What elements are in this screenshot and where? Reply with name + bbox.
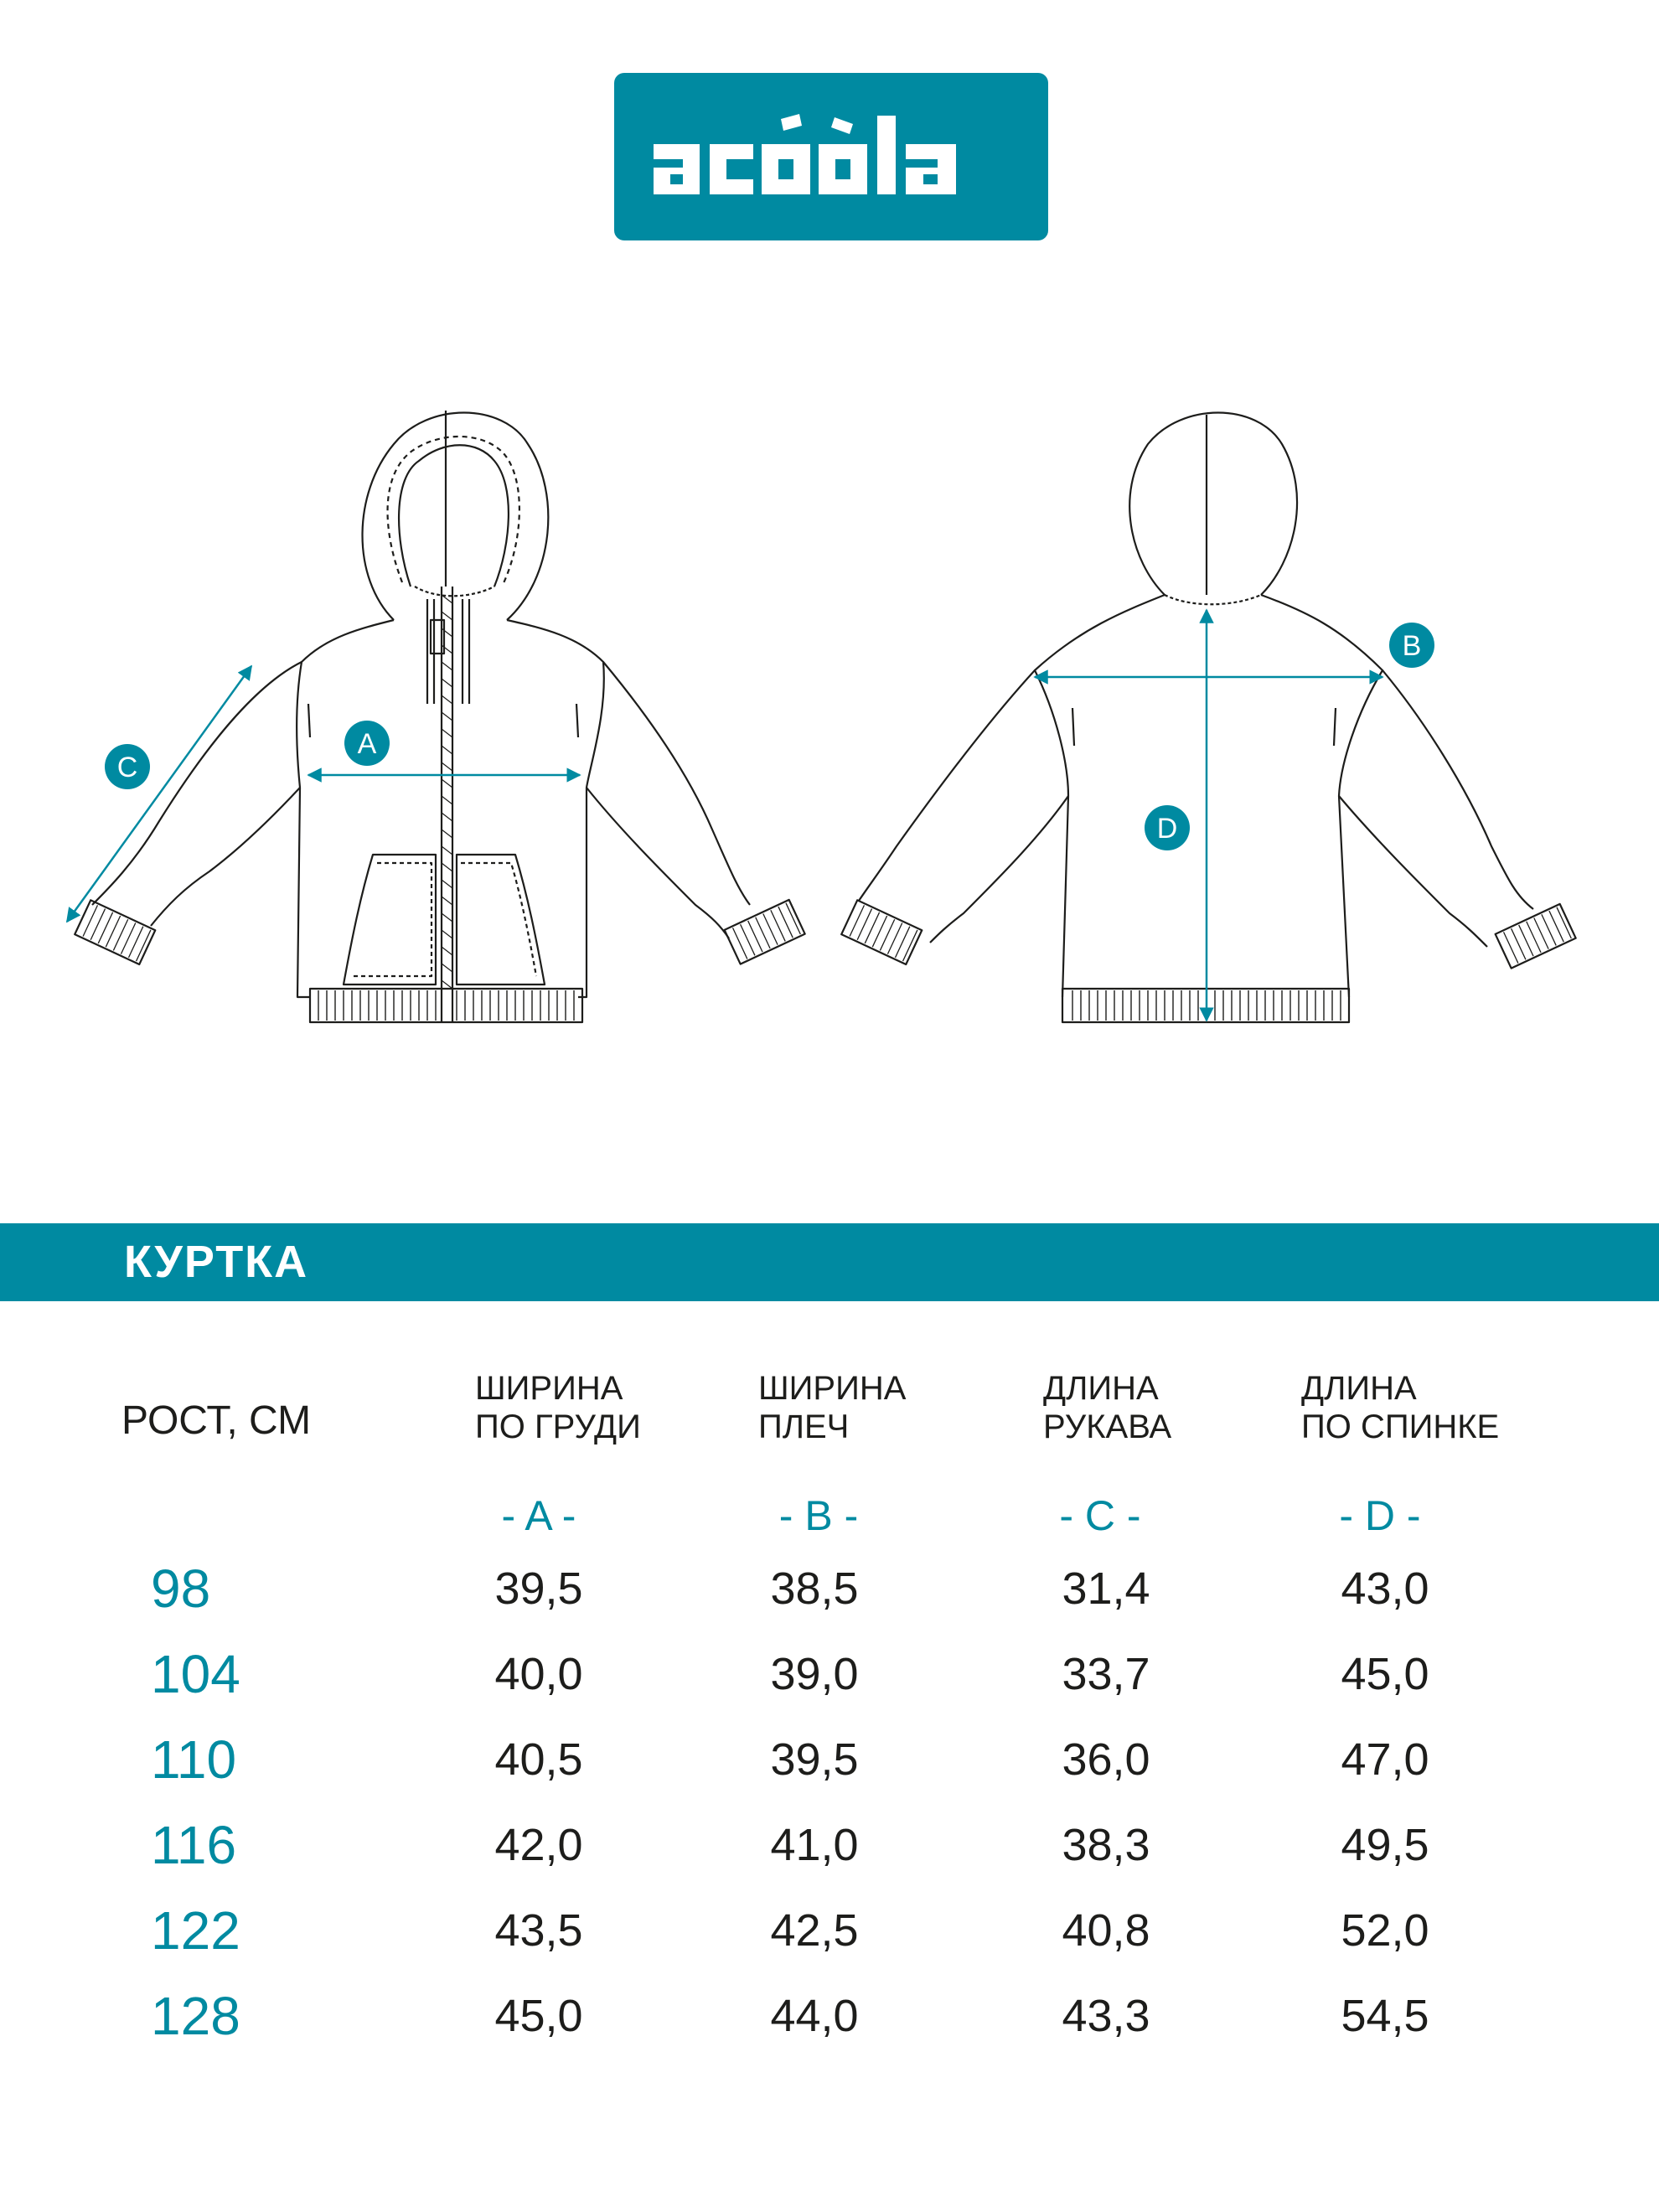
measurement-cell: 31,4: [1062, 1563, 1150, 1614]
brand-logo: [614, 73, 1048, 240]
size-value: 98: [151, 1558, 211, 1619]
column-header-line2: РУКАВА: [1043, 1408, 1172, 1445]
marker-d-label: D: [1156, 813, 1178, 845]
section-banner: [0, 1223, 1659, 1301]
marker-b-label: B: [1402, 630, 1422, 662]
measurement-cell: 40,0: [494, 1649, 583, 1699]
column-header-line1: ШИРИНА: [475, 1370, 623, 1407]
back-view-drawing: [841, 413, 1575, 1023]
jacket-drawing-svg: [0, 394, 1659, 1064]
measurement-cell: 54,5: [1341, 1991, 1429, 2041]
column-header-line2: ПО СПИНКЕ: [1301, 1408, 1500, 1445]
height-header: РОСТ, СМ: [121, 1398, 312, 1443]
measurement-cell: 45,0: [1341, 1649, 1429, 1699]
size-value: 110: [151, 1729, 237, 1790]
measurement-cell: 36,0: [1062, 1734, 1150, 1785]
measurement-cell: 42,0: [494, 1820, 583, 1870]
column-header-line1: ДЛИНА: [1043, 1370, 1159, 1407]
section-title: КУРТКА: [124, 1237, 309, 1287]
measurement-cell: 43,5: [494, 1905, 583, 1956]
column-header-chest: [475, 1369, 641, 1446]
measurement-cell: 45,0: [494, 1991, 583, 2041]
measurement-cell: 33,7: [1062, 1649, 1150, 1699]
column-header-sleeve: [1043, 1369, 1171, 1446]
measurement-cell: 40,5: [494, 1734, 583, 1785]
front-view-drawing: [75, 411, 804, 1022]
column-letter-b: - B -: [778, 1492, 859, 1539]
size-value: 128: [151, 1986, 240, 2046]
measure-c-line: [67, 666, 251, 922]
column-letter-c: - C -: [1059, 1492, 1141, 1539]
measurement-cell: 39,0: [770, 1649, 859, 1699]
measurement-cell: 43,3: [1062, 1991, 1150, 2041]
column-header-line1: ШИРИНА: [758, 1370, 907, 1407]
measurement-cell: 40,8: [1062, 1905, 1150, 1956]
measurement-cell: 44,0: [770, 1991, 859, 2041]
size-value: 104: [151, 1644, 240, 1704]
acoola-logo-mark: [647, 111, 1016, 203]
column-header-line2: ПЛЕЧ: [758, 1408, 850, 1445]
column-header-shoulders: [758, 1369, 906, 1446]
marker-a-label: A: [357, 728, 377, 760]
measurement-cell: 39,5: [494, 1563, 583, 1614]
size-value: 122: [151, 1900, 240, 1961]
measurement-cell: 42,5: [770, 1905, 859, 1956]
column-letter-d: - D -: [1339, 1492, 1421, 1539]
column-header-line1: ДЛИНА: [1301, 1370, 1417, 1407]
measurement-cell: 41,0: [770, 1820, 859, 1870]
column-letter-a: - A -: [501, 1492, 576, 1539]
column-header-line2: ПО ГРУДИ: [475, 1408, 641, 1445]
measurement-cell: 38,5: [770, 1563, 859, 1614]
measurement-cell: 49,5: [1341, 1820, 1429, 1870]
size-value: 116: [151, 1815, 237, 1875]
column-header-back-length: [1301, 1369, 1499, 1446]
measurement-cell: 47,0: [1341, 1734, 1429, 1785]
measurement-cell: 43,0: [1341, 1563, 1429, 1614]
jacket-technical-drawings: [0, 394, 1659, 1064]
measurement-cell: 38,3: [1062, 1820, 1150, 1870]
marker-c-label: C: [116, 752, 138, 783]
measurement-cell: 39,5: [770, 1734, 859, 1785]
measurement-cell: 52,0: [1341, 1905, 1429, 1956]
